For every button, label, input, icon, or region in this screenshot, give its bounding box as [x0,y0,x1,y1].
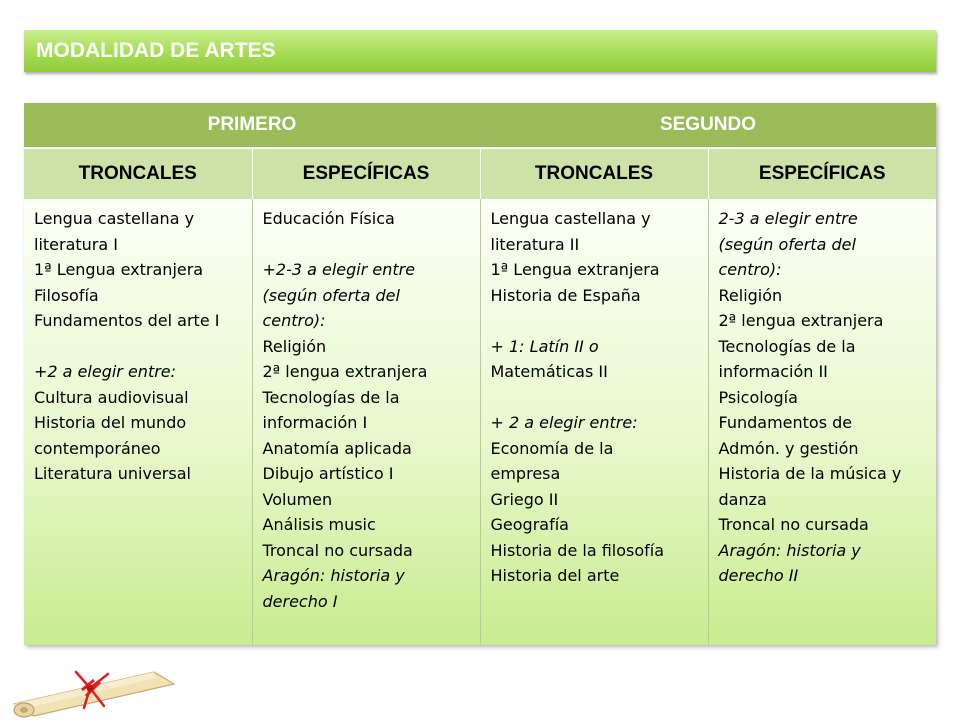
subject-line: danza [718,489,767,509]
title-bar [24,30,936,72]
subject-line: +2 a elegir entre: [34,362,177,381]
subject-line: literatura I [34,234,118,254]
cell-primero-especificas [252,199,480,645]
subject-line: Fundamentos del arte I [34,311,220,330]
subject-line: información II [718,362,828,381]
subject-line: + 1: Latín II o [490,336,599,356]
cell-segundo-troncales [480,199,708,645]
subject-line: Historia del mundo [34,413,187,432]
type-header-especificas-1: ESPECÍFICAS [252,148,480,199]
subject-line: Matemáticas II [490,362,608,381]
subject-line: Aragón: historia y [718,540,861,560]
subject-line: 2-3 a elegir entre [718,209,858,228]
type-header-especificas-2: ESPECÍFICAS [708,148,936,199]
type-header-row [24,148,936,199]
subject-line: (según oferta del [262,285,400,305]
year-header-segundo: SEGUNDO [480,103,936,148]
year-header-primero: PRIMERO [24,103,480,148]
cell-primero-troncales [24,199,252,645]
type-header-troncales-1: TRONCALES [24,148,252,199]
subject-line: Tecnologías de la [718,336,856,356]
subject-line: Historia de la música y [718,464,902,483]
subject-line: Griego II [490,489,559,509]
subject-line: contemporáneo [34,438,161,458]
subject-line: Admón. y gestión [718,438,859,458]
blank-line [263,232,474,258]
subject-line: información I [262,413,368,432]
blank-line [34,334,246,360]
subject-line: centro): [718,260,782,279]
subject-line: Dibujo artístico I [262,464,394,483]
blank-line [491,308,702,334]
subject-line: Historia de la filosofía [490,540,665,560]
subject-line: Religión [718,285,783,305]
subject-line: Anatomía aplicada [262,438,412,458]
page-title: MODALIDAD DE ARTES [36,39,276,62]
subject-line: 2ª lengua extranjera [262,362,428,381]
blank-line [491,385,702,411]
subject-line: Economía de la [490,438,614,458]
subject-line: Fundamentos de [718,413,853,432]
subjects-row [24,199,936,645]
subject-line: Literatura universal [34,464,191,483]
subject-line: Lengua castellana y [490,209,651,228]
subject-line: derecho I [262,591,338,611]
subject-line: derecho II [718,566,799,585]
subject-line: Educación Física [262,209,395,228]
cell-segundo-especificas [708,199,936,645]
subjects-table [24,103,936,645]
year-header-row [24,103,936,148]
subject-line: Filosofía [34,285,99,305]
subject-line: 1ª Lengua extranjera [490,260,660,279]
subject-line: Aragón: historia y [262,566,405,585]
subject-line: 2ª lengua extranjera [718,311,884,330]
subject-line: Cultura audiovisual [34,387,189,407]
subject-line: +2-3 a elegir entre [262,260,416,279]
subject-line: literatura II [490,234,580,254]
subject-line: Psicología [718,387,798,407]
subject-line: Análisis music [262,515,376,534]
subject-line: Historia de España [490,285,641,305]
diploma-scroll-icon [4,660,184,720]
subject-line: + 2 a elegir entre: [490,413,638,432]
subject-line: empresa [490,464,561,483]
subject-line: Historia del arte [490,566,620,585]
subject-line: Religión [262,336,327,356]
subject-line: centro): [262,311,326,330]
subject-line: 1ª Lengua extranjera [34,260,204,279]
subject-line: Volumen [262,489,333,509]
subject-line: Troncal no cursada [718,515,869,534]
subject-line: Geografía [490,515,569,534]
subject-line: Lengua castellana y [34,209,195,228]
subject-line: Troncal no cursada [262,540,413,560]
type-header-troncales-2: TRONCALES [480,148,708,199]
subject-line: (según oferta del [718,234,856,254]
subjects-table-wrapper [24,103,936,645]
subject-line: Tecnologías de la [262,387,400,407]
